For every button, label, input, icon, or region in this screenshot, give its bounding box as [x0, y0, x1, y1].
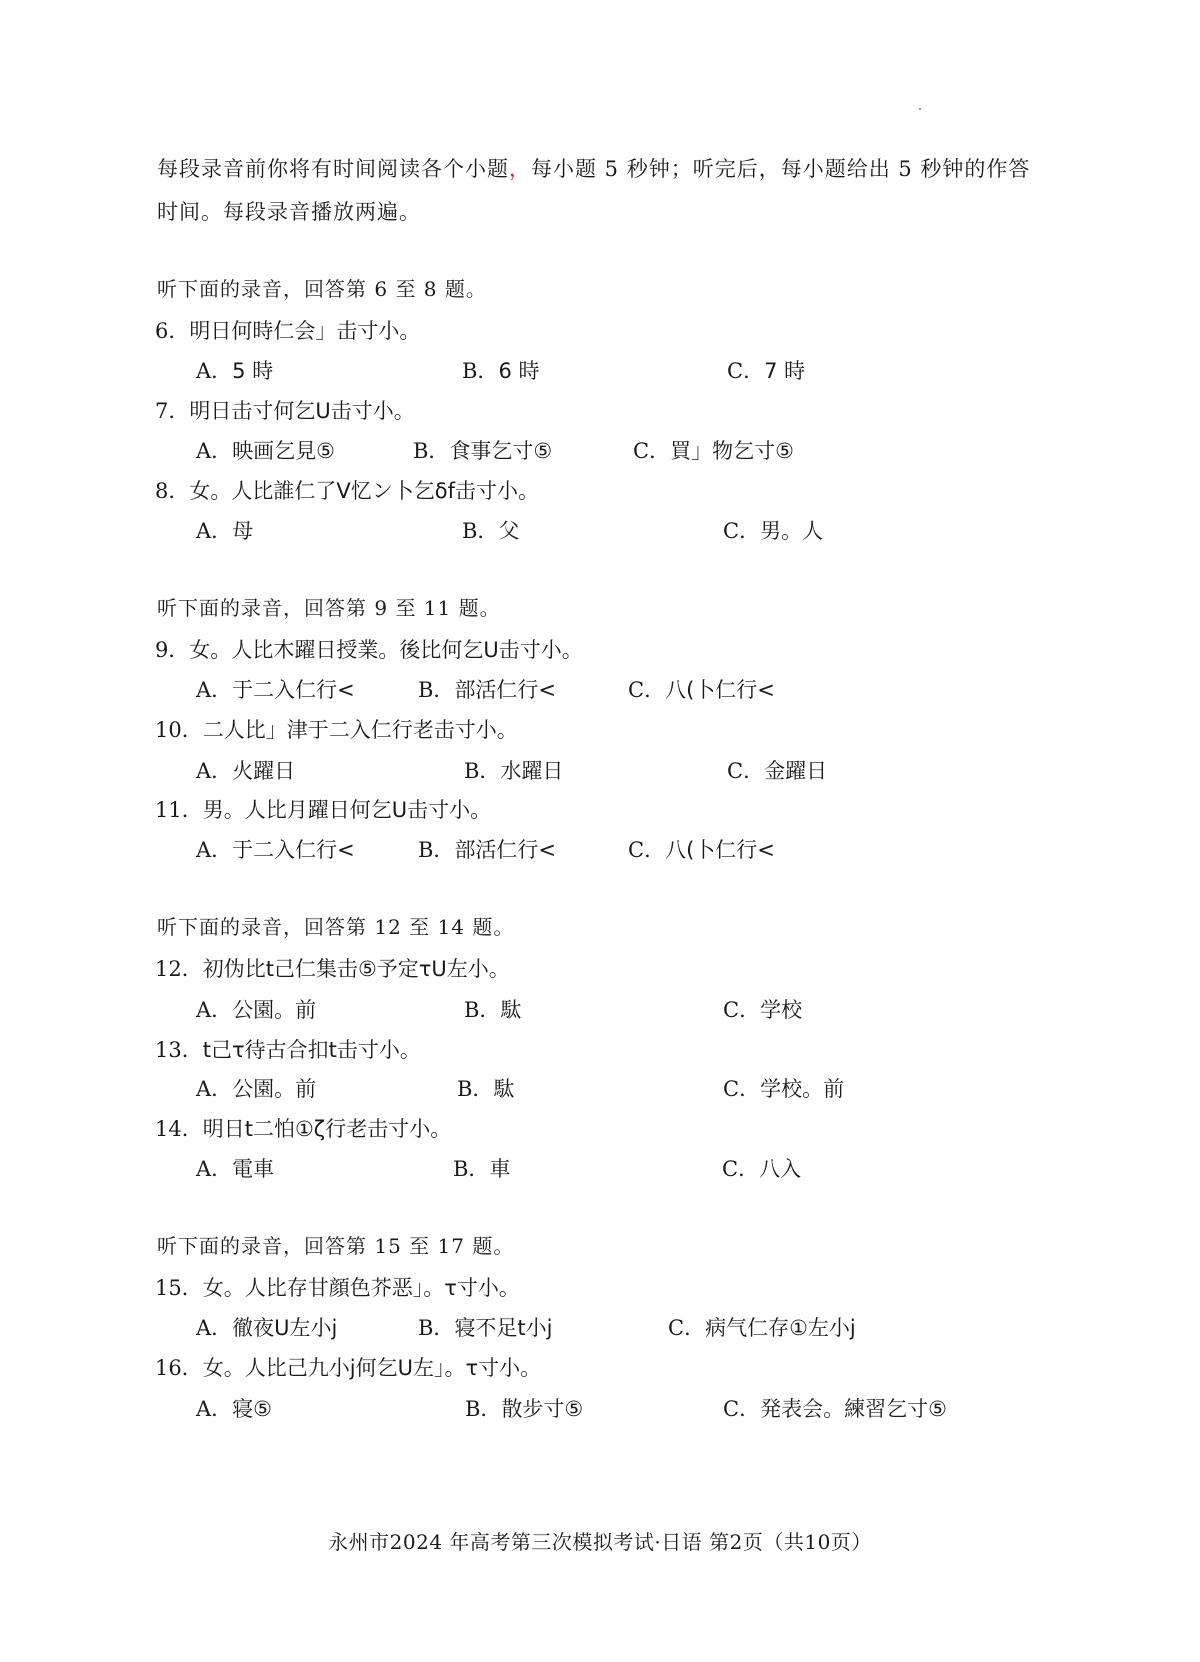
q9-option-c[interactable]: C．八(卜仁行< [628, 678, 775, 702]
q14-option-a[interactable]: A．電車 [196, 1157, 275, 1181]
q13-option-a[interactable]: A．公園。前 [196, 1077, 317, 1101]
page-footer: 永州市2024 年高考第三次模拟考试·日语 第2页（共10页） [328, 1530, 872, 1554]
q7-option-b[interactable]: B．食事乞寸⑤ [413, 439, 553, 463]
q9-option-a[interactable]: A．于二入仁行< [196, 678, 355, 702]
q7-option-a[interactable]: A．映画乞見⑤ [196, 439, 335, 463]
q16-option-c[interactable]: C．発表会。練習乞寸⑤ [723, 1397, 947, 1421]
q6-option-a[interactable]: A．5 時 [196, 359, 274, 383]
question-7: 7．明日击寸何乞U击寸小。 [155, 399, 415, 423]
scan-speck [919, 108, 921, 110]
q10-option-a[interactable]: A．火躍日 [196, 759, 296, 783]
intro-line-2: 时间。每段录音播放两遍。 [157, 200, 421, 224]
question-13: 13．t己τ待古合扣t击寸小。 [155, 1038, 421, 1062]
question-12: 12．初伪比t己仁集击⑤予定τU左小。 [155, 957, 510, 981]
question-8: 8．女。人比誰仁了Ⅴ忆ン卜乞δf击寸小。 [155, 479, 539, 503]
question-9: 9．女。人比木躍日授業。後比何乞U击寸小。 [155, 638, 583, 662]
q8-option-b[interactable]: B．父 [462, 519, 520, 543]
q8-option-a[interactable]: A．母 [196, 519, 254, 543]
section-heading-15-17: 听下面的录音，回答第 15 至 17 题。 [157, 1234, 515, 1258]
q6-option-b[interactable]: B．6 時 [462, 359, 540, 383]
q9-option-b[interactable]: B．部活仁行< [418, 678, 557, 702]
question-14: 14．明日t二怕①ζ行老击寸小。 [155, 1117, 452, 1141]
question-11: 11．男。人比月躍日何乞U击寸小。 [155, 798, 492, 822]
q8-option-c[interactable]: C．男。人 [723, 519, 824, 543]
q12-option-b[interactable]: B．駄 [464, 998, 522, 1022]
q16-option-b[interactable]: B．散步寸⑤ [465, 1397, 584, 1421]
q13-option-c[interactable]: C．学校。前 [723, 1077, 845, 1101]
q15-option-a[interactable]: A．徹夜U左小j [196, 1316, 338, 1340]
q11-option-b[interactable]: B．部活仁行< [418, 838, 557, 862]
section-heading-9-11: 听下面的录音，回答第 9 至 11 题。 [157, 596, 501, 620]
section-heading-12-14: 听下面的录音，回答第 12 至 14 题。 [157, 915, 515, 939]
q12-option-a[interactable]: A．公園。前 [196, 998, 317, 1022]
q12-option-c[interactable]: C．学校 [723, 998, 803, 1022]
section-heading-6-8: 听下面的录音，回答第 6 至 8 题。 [157, 277, 487, 301]
question-16: 16．女。人比己九小j何乞U左」。τ寸小。 [155, 1356, 542, 1380]
q15-option-c[interactable]: C．病气仁存①左小j [668, 1316, 856, 1340]
q10-option-c[interactable]: C．金躍日 [727, 759, 828, 783]
intro-line-1 [157, 153, 1030, 183]
q11-option-c[interactable]: C．八(卜仁行< [628, 838, 775, 862]
q10-option-b[interactable]: B．水躍日 [464, 759, 564, 783]
question-10: 10．二人比」津于二入仁行老击寸小。 [155, 718, 518, 742]
intro-comma: ， [509, 157, 531, 181]
q14-option-c[interactable]: C．八入 [722, 1157, 802, 1181]
intro-text-b: 每小题 5 秒钟；听完后，每小题给出 5 秒钟的作答 [531, 157, 1031, 181]
intro-text-a: 每段录音前你将有时间阅读各个小题 [157, 157, 509, 181]
q7-option-c[interactable]: C．買」物乞寸⑤ [633, 439, 794, 463]
q16-option-a[interactable]: A．寝⑤ [196, 1397, 272, 1421]
q15-option-b[interactable]: B．寝不足t小j [418, 1316, 553, 1340]
q14-option-b[interactable]: B．車 [453, 1157, 511, 1181]
q11-option-a[interactable]: A．于二入仁行< [196, 838, 355, 862]
question-15: 15．女。人比存甘顔色芥恶」。τ寸小。 [155, 1276, 520, 1300]
q13-option-b[interactable]: B．駄 [457, 1077, 515, 1101]
question-6: 6．明日何時仁会」击寸小。 [155, 319, 421, 343]
q6-option-c[interactable]: C．7 時 [727, 359, 806, 383]
